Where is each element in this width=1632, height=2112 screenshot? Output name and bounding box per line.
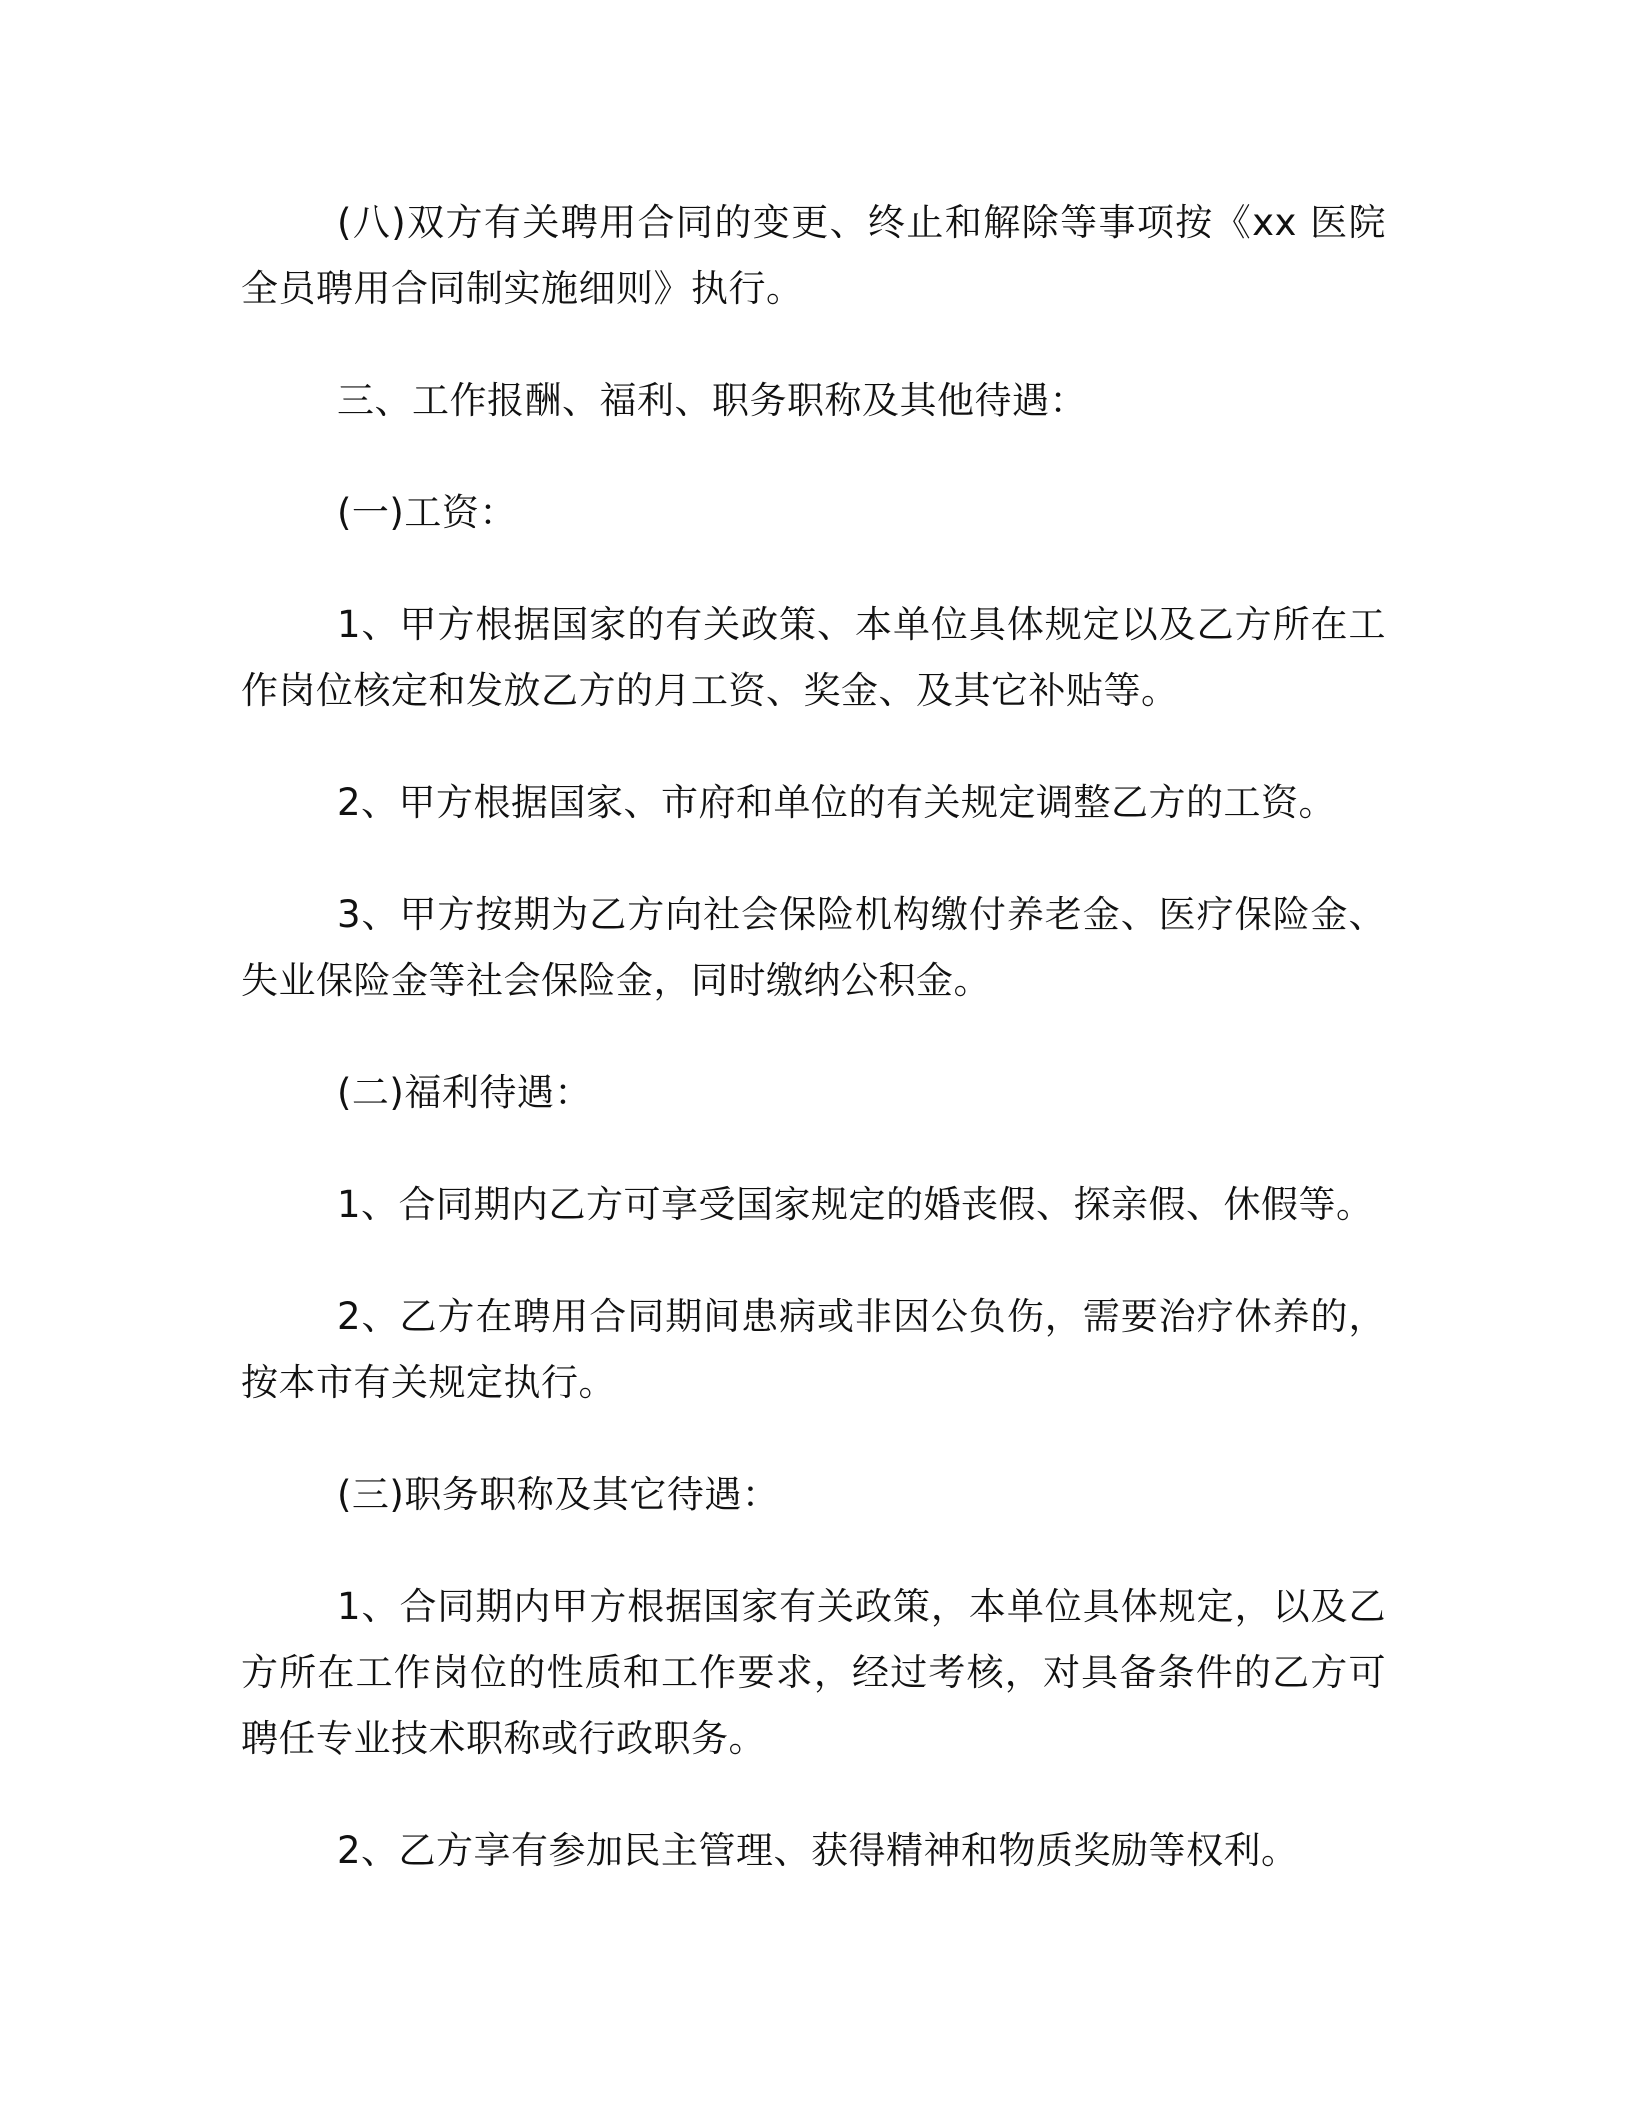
paragraph-titles-item-2: 2、乙方享有参加民主管理、获得精神和物质奖励等权利。: [337, 1829, 1299, 1872]
subsection-heading-salary: (一)工资：: [337, 491, 517, 534]
document-body: [241, 190, 1386, 1884]
paragraph-termination-clause: (八)双方有关聘用合同的变更、终止和解除等事项按《xx 医院全员聘用合同制实施细则》执行。: [241, 201, 1386, 310]
paragraph-benefits-item-1: 1、合同期内乙方可享受国家规定的婚丧假、探亲假、休假等。: [337, 1183, 1374, 1226]
paragraph-salary-item-2: 2、甲方根据国家、市府和单位的有关规定调整乙方的工资。: [337, 781, 1337, 824]
paragraph-titles-item-1: 1、合同期内甲方根据国家有关政策，本单位具体规定，以及乙方所在工作岗位的性质和工作要求，经过考核，对具备条件的乙方可聘任专业技术职称或行政职务。: [241, 1585, 1386, 1760]
paragraph-salary-item-3: 3、甲方按期为乙方向社会保险机构缴付养老金、医疗保险金、失业保险金等社会保险金，同时缴纳公积金。: [241, 893, 1386, 1002]
subsection-heading-titles: (三)职务职称及其它待遇：: [337, 1473, 780, 1516]
paragraph-salary-item-1: 1、甲方根据国家的有关政策、本单位具体规定以及乙方所在工作岗位核定和发放乙方的月工资、奖金、及其它补贴等。: [241, 603, 1386, 712]
section-heading-compensation: 三、工作报酬、福利、职务职称及其他待遇：: [337, 379, 1087, 422]
subsection-heading-benefits: (二)福利待遇：: [337, 1071, 592, 1114]
paragraph-benefits-item-2: 2、乙方在聘用合同期间患病或非因公负伤，需要治疗休养的，按本市有关规定执行。: [241, 1295, 1386, 1404]
